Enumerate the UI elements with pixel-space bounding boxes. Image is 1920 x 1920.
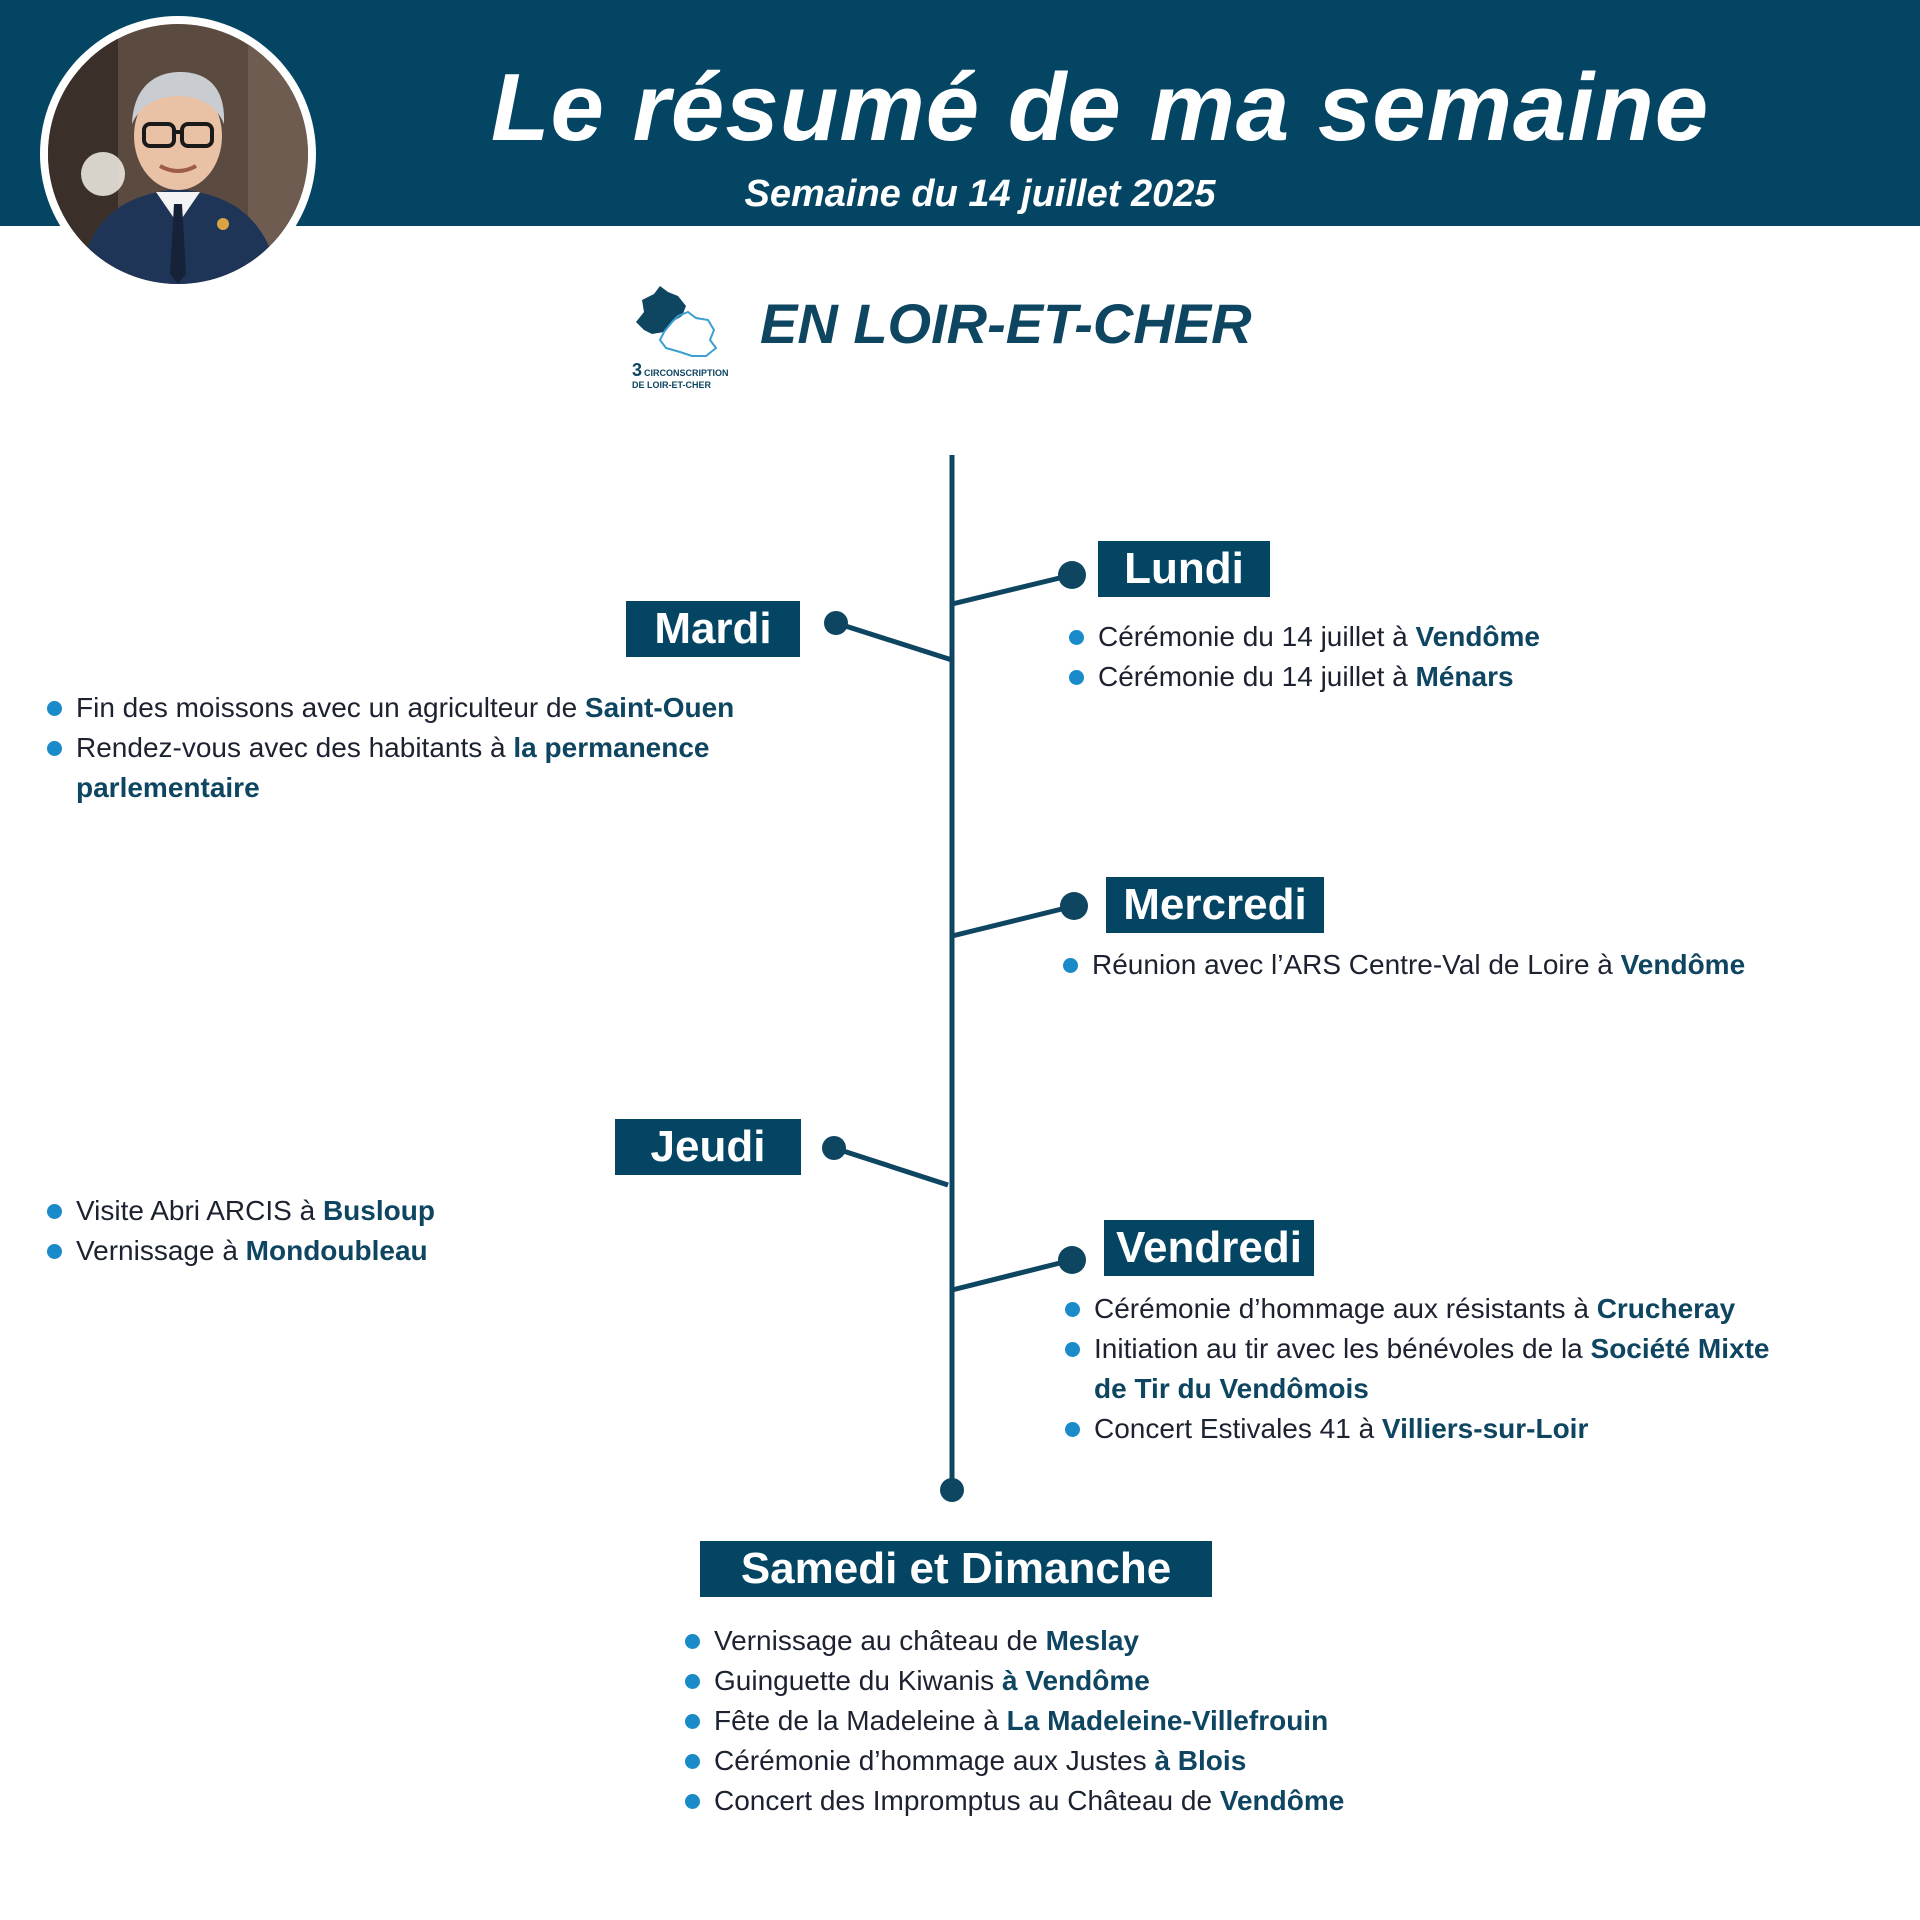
connector-mardi <box>836 623 952 660</box>
timeline-end-dot <box>940 1478 964 1502</box>
list-item: Concert des Impromptus au Château de Vendôme <box>684 1781 1584 1821</box>
list-item: Guinguette du Kiwanis à Vendôme <box>684 1661 1584 1701</box>
page-subtitle: Semaine du 14 juillet 2025 <box>744 173 1216 215</box>
list-item: Cérémonie d’hommage aux résistants à Crucheray <box>1064 1289 1804 1329</box>
list-item: Cérémonie du 14 juillet à Ménars <box>1068 657 1668 697</box>
list-item: Concert Estivales 41 à Villiers-sur-Loir <box>1064 1409 1804 1449</box>
events-mardi <box>46 688 806 808</box>
list-item: Réunion avec l’ARS Centre-Val de Loire à Vendôme <box>1062 945 1822 985</box>
list-item: Cérémonie d’hommage aux Justes à Blois <box>684 1741 1584 1781</box>
dot-vendredi <box>1058 1246 1086 1274</box>
connector-vendredi <box>952 1260 1072 1290</box>
list-item: Vernissage à Mondoubleau <box>46 1231 746 1271</box>
list-item: Rendez-vous avec des habitants à la permanence parlementaire <box>46 728 806 808</box>
day-label-mercredi: Mercredi <box>1106 877 1324 933</box>
day-label-jeudi: Jeudi <box>615 1119 801 1175</box>
events-weekend <box>684 1621 1584 1821</box>
day-label-vendredi: Vendredi <box>1104 1220 1314 1276</box>
connector-mercredi <box>952 906 1074 936</box>
events-mercredi <box>1062 945 1822 985</box>
day-label-mardi: Mardi <box>626 601 800 657</box>
list-item: Cérémonie du 14 juillet à Vendôme <box>1068 617 1668 657</box>
connector-jeudi <box>834 1148 948 1185</box>
list-item: Initiation au tir avec les bénévoles de la Société Mixte de Tir du Vendômois <box>1064 1329 1804 1409</box>
svg-text:CIRCONSCRIPTION: CIRCONSCRIPTION <box>644 368 729 378</box>
events-jeudi <box>46 1191 746 1271</box>
events-vendredi <box>1064 1289 1804 1449</box>
list-item: Vernissage au château de Meslay <box>684 1621 1584 1661</box>
section-title: EN LOIR-ET-CHER <box>760 292 1252 355</box>
dot-mardi <box>824 611 848 635</box>
events-lundi <box>1068 617 1668 697</box>
dot-mercredi <box>1060 892 1088 920</box>
svg-text:3: 3 <box>632 360 643 380</box>
list-item: Visite Abri ARCIS à Busloup <box>46 1191 746 1231</box>
svg-text:DE LOIR-ET-CHER: DE LOIR-ET-CHER <box>632 380 712 390</box>
dot-lundi <box>1058 561 1086 589</box>
connector-lundi <box>952 575 1072 604</box>
day-label-weekend: Samedi et Dimanche <box>700 1541 1212 1597</box>
dot-jeudi <box>822 1136 846 1160</box>
list-item: Fête de la Madeleine à La Madeleine-Villefrouin <box>684 1701 1584 1741</box>
list-item: Fin des moissons avec un agriculteur de Saint-Ouen <box>46 688 806 728</box>
page-title: Le résumé de ma semaine <box>490 54 1710 161</box>
day-label-lundi: Lundi <box>1098 541 1270 597</box>
